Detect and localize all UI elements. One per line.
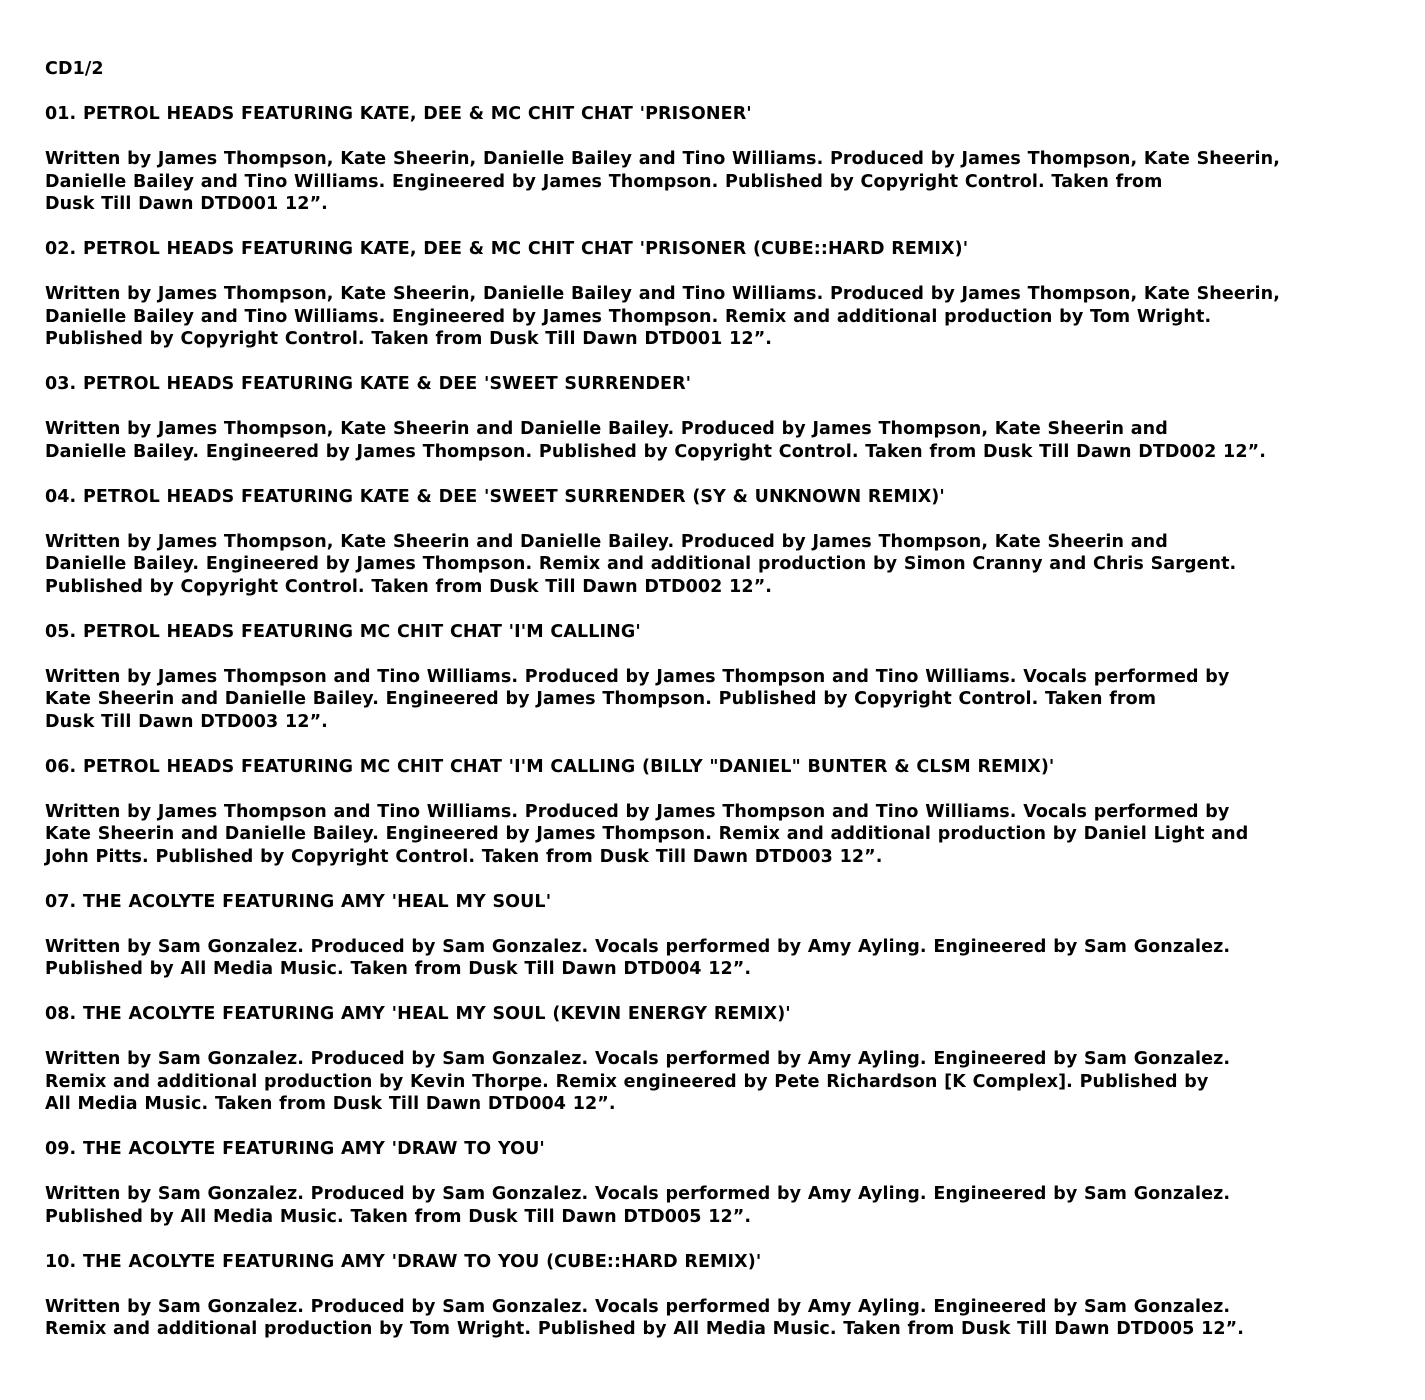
track-credits	[45, 1296, 1390, 1341]
track-entry	[45, 1138, 1390, 1228]
credit-line: Dusk Till Dawn DTD003 12”.	[45, 711, 328, 732]
credit-line: Published by All Media Music. Taken from Dusk Till Dawn DTD004 12”.	[45, 959, 752, 979]
track-credits	[45, 1048, 1390, 1116]
track-entry	[45, 891, 1390, 981]
track-title: 10. THE ACOLYTE FEATURING AMY 'DRAW TO YOU (CUBE::HARD REMIX)'	[45, 1251, 762, 1272]
track-title: 02. PETROL HEADS FEATURING KATE, DEE & MC CHIT CHAT 'PRISONER (CUBE::HARD REMIX)'	[45, 239, 969, 259]
track-entry	[45, 756, 1390, 869]
credit-line: Written by Sam Gonzalez. Produced by Sam Gonzalez. Vocals performed by Amy Ayling. Engineered by Sam Gonzalez.	[45, 936, 1231, 957]
credit-line: Written by James Thompson, Kate Sheerin, Danielle Bailey and Tino Williams. Produced by James Thompson, Kate Sheerin,	[45, 284, 1280, 304]
track-credits	[45, 531, 1390, 599]
track-entry	[45, 486, 1390, 599]
track-title: 05. PETROL HEADS FEATURING MC CHIT CHAT 'I'M CALLING'	[45, 621, 641, 642]
credit-line: Danielle Bailey. Engineered by James Thompson. Published by Copyright Control. Taken from Dusk Till Dawn DTD002 12”.	[45, 441, 1266, 462]
credit-line: Remix and additional production by Kevin Thorpe. Remix engineered by Pete Richardson [K Complex]. Published by	[45, 1071, 1209, 1092]
credit-line: Remix and additional production by Tom Wright. Published by All Media Music. Taken from Dusk Till Dawn DTD005 12”.	[45, 1319, 1244, 1339]
liner-notes-page	[45, 58, 1390, 1363]
track-title: 09. THE ACOLYTE FEATURING AMY 'DRAW TO YOU'	[45, 1139, 545, 1159]
credit-line: Written by James Thompson, Kate Sheerin, Danielle Bailey and Tino Williams. Produced by James Thompson, Kate Sheerin,	[45, 149, 1280, 169]
credit-line: Written by James Thompson and Tino Williams. Produced by James Thompson and Tino Williams. Vocals performed by	[45, 666, 1230, 687]
credit-line: Published by All Media Music. Taken from Dusk Till Dawn DTD005 12”.	[45, 1206, 752, 1227]
credit-line: John Pitts. Published by Copyright Control. Taken from Dusk Till Dawn DTD003 12”.	[45, 846, 883, 867]
track-credits	[45, 1183, 1390, 1228]
track-list	[45, 103, 1390, 1341]
track-credits	[45, 666, 1390, 734]
credit-line: Danielle Bailey. Engineered by James Thompson. Remix and additional production by Simon Cranny and Chris Sargent.	[45, 554, 1237, 574]
credit-line: Danielle Bailey and Tino Williams. Engineered by James Thompson. Remix and additional production by Tom Wright.	[45, 306, 1212, 327]
track-credits	[45, 148, 1390, 216]
track-entry	[45, 1251, 1390, 1341]
track-title: 01. PETROL HEADS FEATURING KATE, DEE & MC CHIT CHAT 'PRISONER'	[45, 104, 752, 124]
credit-line: Written by James Thompson, Kate Sheerin and Danielle Bailey. Produced by James Thompson, Kate Sheerin and	[45, 419, 1168, 439]
credit-line: Published by Copyright Control. Taken from Dusk Till Dawn DTD001 12”.	[45, 329, 773, 349]
track-title: 08. THE ACOLYTE FEATURING AMY 'HEAL MY SOUL (KEVIN ENERGY REMIX)'	[45, 1004, 791, 1024]
track-entry	[45, 238, 1390, 351]
credit-line: Written by Sam Gonzalez. Produced by Sam Gonzalez. Vocals performed by Amy Ayling. Engineered by Sam Gonzalez.	[45, 1049, 1231, 1069]
credit-line: Published by Copyright Control. Taken from Dusk Till Dawn DTD002 12”.	[45, 576, 773, 597]
track-entry	[45, 373, 1390, 463]
track-credits	[45, 801, 1390, 869]
track-credits	[45, 936, 1390, 981]
track-entry	[45, 103, 1390, 216]
track-title: 03. PETROL HEADS FEATURING KATE & DEE 'SWEET SURRENDER'	[45, 374, 692, 394]
track-entry	[45, 621, 1390, 734]
track-title: 04. PETROL HEADS FEATURING KATE & DEE 'SWEET SURRENDER (SY & UNKNOWN REMIX)'	[45, 486, 945, 507]
track-credits	[45, 283, 1390, 351]
track-title: 06. PETROL HEADS FEATURING MC CHIT CHAT 'I'M CALLING (BILLY "DANIEL" BUNTER & CLSM REMIX)'	[45, 756, 1055, 777]
track-entry	[45, 1003, 1390, 1116]
track-title: 07. THE ACOLYTE FEATURING AMY 'HEAL MY SOUL'	[45, 891, 552, 912]
credit-line: Dusk Till Dawn DTD001 12”.	[45, 194, 328, 214]
credit-line: Danielle Bailey and Tino Williams. Engineered by James Thompson. Published by Copyright Control. Taken from	[45, 171, 1163, 192]
credit-line: Written by Sam Gonzalez. Produced by Sam Gonzalez. Vocals performed by Amy Ayling. Engineered by Sam Gonzalez.	[45, 1184, 1231, 1204]
credit-line: Written by Sam Gonzalez. Produced by Sam Gonzalez. Vocals performed by Amy Ayling. Engineered by Sam Gonzalez.	[45, 1296, 1231, 1317]
credit-line: Written by James Thompson, Kate Sheerin and Danielle Bailey. Produced by James Thompson, Kate Sheerin and	[45, 531, 1168, 552]
credit-line: All Media Music. Taken from Dusk Till Dawn DTD004 12”.	[45, 1094, 616, 1114]
credit-line: Kate Sheerin and Danielle Bailey. Engineered by James Thompson. Published by Copyright Control. Taken from	[45, 689, 1157, 709]
credit-line: Kate Sheerin and Danielle Bailey. Engineered by James Thompson. Remix and additional production by Daniel Light and	[45, 824, 1249, 844]
track-credits	[45, 418, 1390, 463]
credit-line: Written by James Thompson and Tino Williams. Produced by James Thompson and Tino Williams. Vocals performed by	[45, 801, 1230, 822]
disc-label: CD1/2	[45, 59, 104, 79]
